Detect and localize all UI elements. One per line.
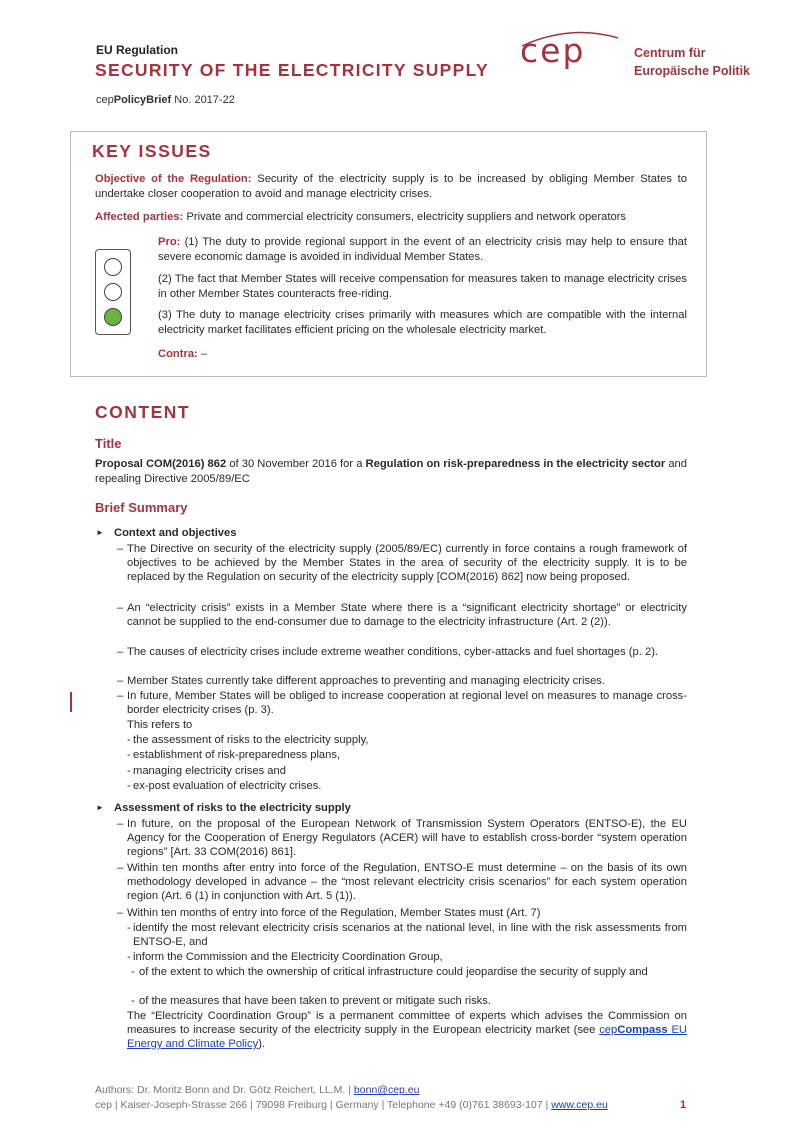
list-item: – In future, on the proposal of the European Network of Transmission System Operators (ENTSO-E), the EU Agency for the Cooperation of Energy Regulators (ACER) will have to establish cross-border “system operation regions” [Art. 33 COM(2016) 861]. (117, 818, 687, 858)
list-item: – Within ten months of entry into force of the Regulation, Member States must (Art. 7) (117, 907, 541, 919)
list-item: – An “electricity crisis” exists in a Member State where there is a “significant electricity shortage” or electricity cannot be supplied to the end-consumer due to damage to the electricity infrastructure (Art. 2 (2)). (117, 602, 687, 628)
document-category: EU Regulation (96, 43, 179, 57)
footer-address: cep | Kaiser-Joseph-Strasse 266 | 79098 Freiburg | Germany | Telephone +49 (0)761 38693-107 | www.cep.eu (95, 1099, 608, 1111)
objective-paragraph: Objective of the Regulation: Security of the electricity supply is to be increased by obliging Member States to undertake closer cooperation to avoid and manage electricity crises. (95, 173, 688, 200)
pro-1: Pro: (1) The duty to provide regional support in the event of an electricity crisis may help to ensure that severe economic damage is avoided in individual Member States. (158, 236, 687, 263)
pro-2: (2) The fact that Member States will receive compensation for measures taken to manage electricity crises in other Member States counteracts free-riding. (158, 273, 687, 300)
website-link[interactable]: www.cep.eu (551, 1099, 608, 1111)
key-issues-heading: KEY ISSUES (92, 141, 212, 161)
cep-logo: cep (520, 31, 586, 70)
traffic-light-icon (95, 249, 131, 335)
title-paragraph: Proposal COM(2016) 862 of 30 November 2016 for a Regulation on risk-preparedness in the electricity sector and repealing Directive 2005/89/EC (95, 458, 687, 485)
author-email-link[interactable]: bonn@cep.eu (353, 1084, 420, 1096)
triangle-bullet-icon: ► (96, 803, 104, 812)
footer-authors: Authors: Dr. Moritz Bonn and Dr. Götz Reichert, LL.M. | bonn@cep.eu (95, 1084, 420, 1096)
sub-list-item: - establishment of risk-preparedness plans, (127, 749, 341, 761)
section-risk-assessment-heading: ► Assessment of risks to the electricity supply (96, 802, 351, 814)
sub-sub-list-item: - of the extent to which the ownership of critical infrastructure could jeopardise the security of supply and (131, 966, 648, 978)
content-heading: CONTENT (95, 402, 191, 422)
brief-number: cepPolicyBrief No. 2017-22 (96, 94, 235, 106)
title-heading: Title (95, 436, 122, 451)
list-item: – The causes of electricity crises include extreme weather conditions, cyber-attacks and fuel shortages (p. 2). (117, 646, 659, 658)
contra: Contra: – (158, 348, 208, 360)
affected-parties-paragraph: Affected parties: Private and commercial electricity consumers, electricity suppliers and network operators (95, 211, 626, 223)
list-item: – The Directive on security of the electricity supply (2005/89/EC) currently in force contains a rough framework of objectives to be achieved by the Member States in the area of security of the electricity supply. It is to be replaced by the Regulation on security of the electricity supply [COM(2016) 862] now being proposed. (117, 543, 687, 583)
list-item: – In future, Member States will be obliged to increase cooperation at regional level on measures to manage cross-border electricity crises (p. 3). (117, 690, 687, 716)
sub-list-item: - managing electricity crises and (127, 765, 286, 777)
brief-summary-heading: Brief Summary (95, 500, 188, 515)
margin-marker (70, 692, 72, 712)
cep-organization-name: Centrum für Europäische Politik (634, 46, 751, 78)
sub-list-item: - the assessment of risks to the electricity supply, (127, 734, 369, 746)
sub-sub-list-item: - of the measures that have been taken to prevent or mitigate such risks. (131, 995, 491, 1007)
traffic-light-green (104, 308, 122, 326)
section-context-heading: ► Context and objectives (96, 527, 237, 539)
list-item: – Within ten months after entry into force of the Regulation, ENTSO-E must determine – on the basis of its own methodology developed in advance – the “most relevant electricity crisis scenarios” for each system operation region (Art. 6 (1) in conjunction with Art. 5 (1)). (117, 862, 687, 902)
sub-list-item: - identify the most relevant electricity crisis scenarios at the national level, in line with the risk assessments from ENTSO-E, and (127, 922, 687, 948)
list-item: – Member States currently take different approaches to preventing and managing electricity crises. (117, 675, 605, 687)
sub-list-item: - ex-post evaluation of electricity crises. (127, 780, 322, 792)
traffic-light-top (104, 258, 122, 276)
page-number: 1 (680, 1099, 687, 1111)
sub-list-item: - inform the Commission and the Electricity Coordination Group, (127, 951, 443, 963)
ecg-paragraph: The “Electricity Coordination Group” is a permanent committee of experts which advises the Commission on measures to increase security of the electricity supply in the European electricity market (see cepCompass EU Energy and Climate Policy). (127, 1010, 688, 1050)
cepcompass-link[interactable]: cepCompass EU Energy and Climate Policy (127, 1024, 688, 1050)
refers-to-text: This refers to (127, 719, 193, 731)
traffic-light-middle (104, 283, 122, 301)
document-title: SECURITY OF THE ELECTRICITY SUPPLY (95, 60, 489, 80)
triangle-bullet-icon: ► (96, 528, 104, 537)
pro-3: (3) The duty to manage electricity crises primarily with measures which are compatible with the internal electricity market facilitates efficient pricing on the wholesale electricity market. (158, 309, 687, 336)
